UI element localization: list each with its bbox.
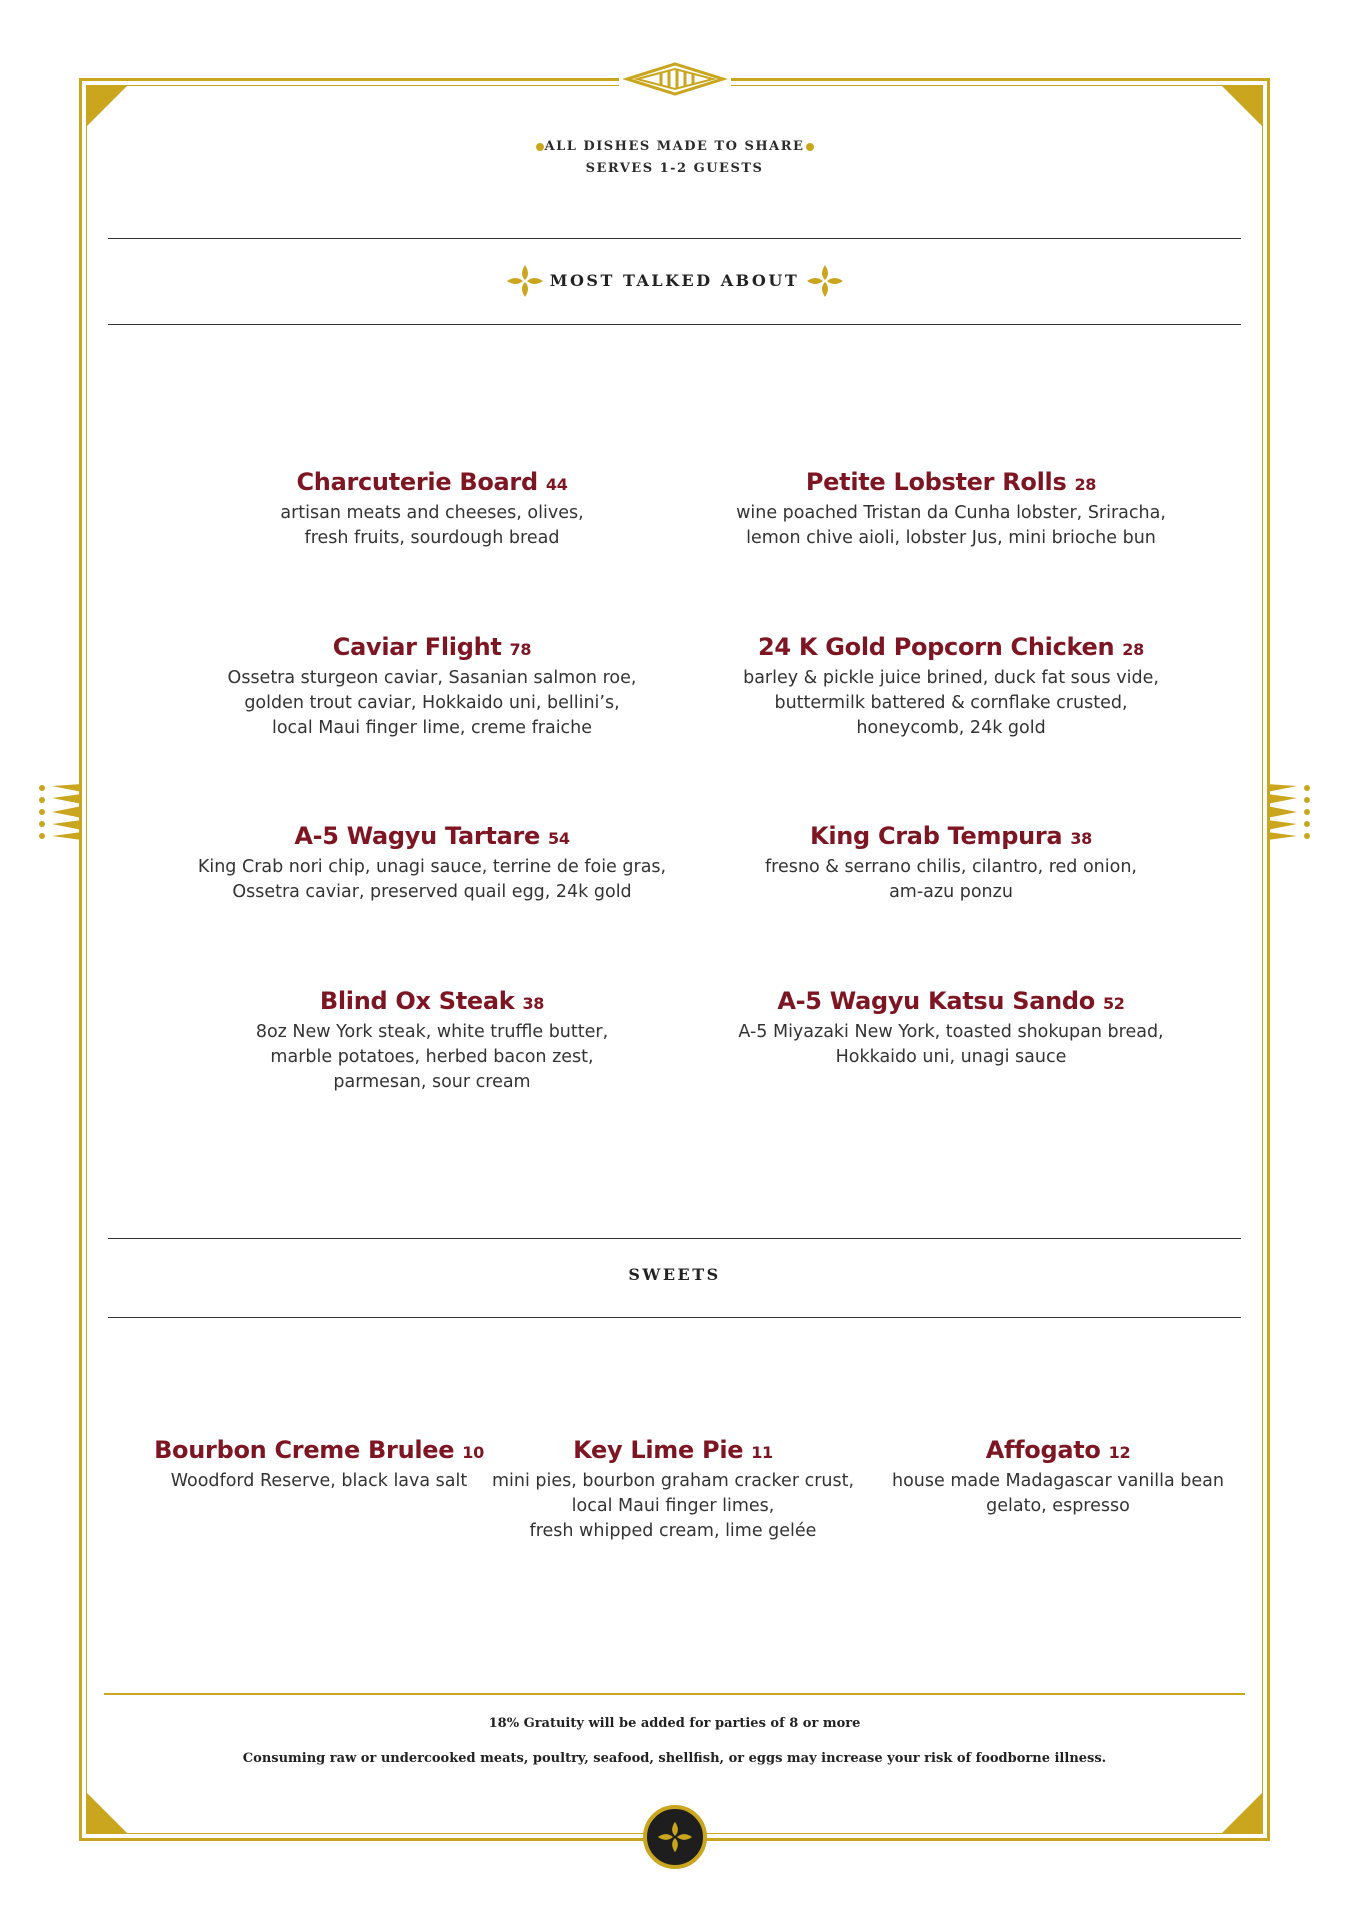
foodborne-warning: Consuming raw or undercooked meats, poultry, seafood, shellfish, or eggs may increase your risk of foodborne illness. xyxy=(242,1751,1107,1766)
item-description: house made Madagascar vanilla bean gelato, espresso xyxy=(892,1471,1224,1516)
item-description: A-5 Miyazaki New York, toasted shokupan bread, Hokkaido uni, unagi sauce xyxy=(738,1022,1164,1067)
item-name: Charcuterie Board xyxy=(296,468,538,496)
section-title-sweets: SWEETS xyxy=(628,1265,721,1284)
item-name: Key Lime Pie xyxy=(573,1436,744,1464)
corner-ornament-top-right xyxy=(1221,85,1263,127)
leaf-flourish-icon xyxy=(643,1805,707,1869)
menu-item-blind-ox-steak xyxy=(182,987,682,1095)
footer-divider-rule xyxy=(104,1693,1245,1695)
item-price: 38 xyxy=(1070,829,1092,848)
item-name: Petite Lobster Rolls xyxy=(805,468,1067,496)
item-name: A-5 Wagyu Katsu Sando xyxy=(777,987,1095,1015)
menu-item-king-crab-tempura xyxy=(701,822,1201,905)
menu-item-wagyu-tartare xyxy=(172,822,692,905)
item-price: 10 xyxy=(462,1443,484,1462)
item-description: wine poached Tristan da Cunha lobster, Sriracha, lemon chive aioli, lobster Jus, mini brioche bun xyxy=(736,503,1166,548)
corner-ornament-bottom-left xyxy=(86,1792,128,1834)
corner-ornament-top-left xyxy=(86,85,128,127)
tagline-serves: SERVES 1-2 GUESTS xyxy=(585,161,764,176)
item-name: Affogato xyxy=(985,1436,1101,1464)
item-name: 24 K Gold Popcorn Chicken xyxy=(758,633,1115,661)
leaf-flourish-icon xyxy=(804,263,846,299)
menu-item-charcuterie-board xyxy=(182,468,682,551)
menu-item-affogato xyxy=(878,1436,1238,1519)
divider-rule xyxy=(108,324,1241,325)
item-description: 8oz New York steak, white truffle butter, marble potatoes, herbed bacon zest, parmesan, sour cream xyxy=(255,1022,609,1092)
item-price: 78 xyxy=(509,640,532,659)
item-description: King Crab nori chip, unagi sauce, terrine de foie gras, Ossetra caviar, preserved quail egg, 24k gold xyxy=(197,857,667,902)
item-description: Woodford Reserve, black lava salt xyxy=(170,1471,468,1491)
item-name: Blind Ox Steak xyxy=(319,987,515,1015)
item-price: 38 xyxy=(522,994,545,1013)
menu-item-wagyu-katsu-sando xyxy=(701,987,1201,1070)
fan-ornament-icon xyxy=(1263,784,1313,840)
item-name: King Crab Tempura xyxy=(810,822,1063,850)
divider-rule xyxy=(108,1238,1241,1239)
corner-ornament-bottom-right xyxy=(1221,1792,1263,1834)
fan-ornament-icon xyxy=(36,784,86,840)
item-description: Ossetra sturgeon caviar, Sasanian salmon roe, golden trout caviar, Hokkaido uni, bellini’s, local Maui finger lime, creme fraiche xyxy=(227,668,637,738)
menu-item-gold-popcorn-chicken xyxy=(701,633,1201,741)
tagline-share: ALL DISHES MADE TO SHARE xyxy=(544,139,805,154)
item-name: Bourbon Creme Brulee xyxy=(154,1436,455,1464)
divider-rule xyxy=(108,1317,1241,1318)
menu-item-bourbon-creme-brulee xyxy=(144,1436,494,1494)
divider-rule xyxy=(108,238,1241,239)
item-description: fresno & serrano chilis, cilantro, red onion, am-azu ponzu xyxy=(765,857,1137,902)
item-price: 28 xyxy=(1074,475,1097,494)
menu-item-petite-lobster-rolls xyxy=(701,468,1201,551)
item-price: 44 xyxy=(545,475,568,494)
diamond-ornament-icon xyxy=(619,60,731,100)
item-price: 54 xyxy=(548,829,570,848)
gratuity-notice: 18% Gratuity will be added for parties of 8 or more xyxy=(488,1716,861,1731)
menu-item-caviar-flight xyxy=(182,633,682,741)
item-name: Caviar Flight xyxy=(332,633,502,661)
item-price: 12 xyxy=(1108,1443,1131,1462)
section-title-most-talked-about: MOST TALKED ABOUT xyxy=(549,271,800,290)
item-description: mini pies, bourbon graham cracker crust, local Maui finger limes, fresh whipped cream, lime gelée xyxy=(491,1471,855,1541)
menu-frame-inner xyxy=(86,85,1263,1834)
item-description: artisan meats and cheeses, olives, fresh fruits, sourdough bread xyxy=(280,503,584,548)
item-price: 28 xyxy=(1122,640,1144,659)
menu-item-key-lime-pie xyxy=(488,1436,858,1544)
item-name: A-5 Wagyu Tartare xyxy=(294,822,540,850)
item-price: 52 xyxy=(1102,994,1125,1013)
item-description: barley & pickle juice brined, duck fat sous vide, buttermilk battered & cornflake crusted, honeycomb, 24k gold xyxy=(743,668,1159,738)
item-price: 11 xyxy=(751,1443,773,1462)
